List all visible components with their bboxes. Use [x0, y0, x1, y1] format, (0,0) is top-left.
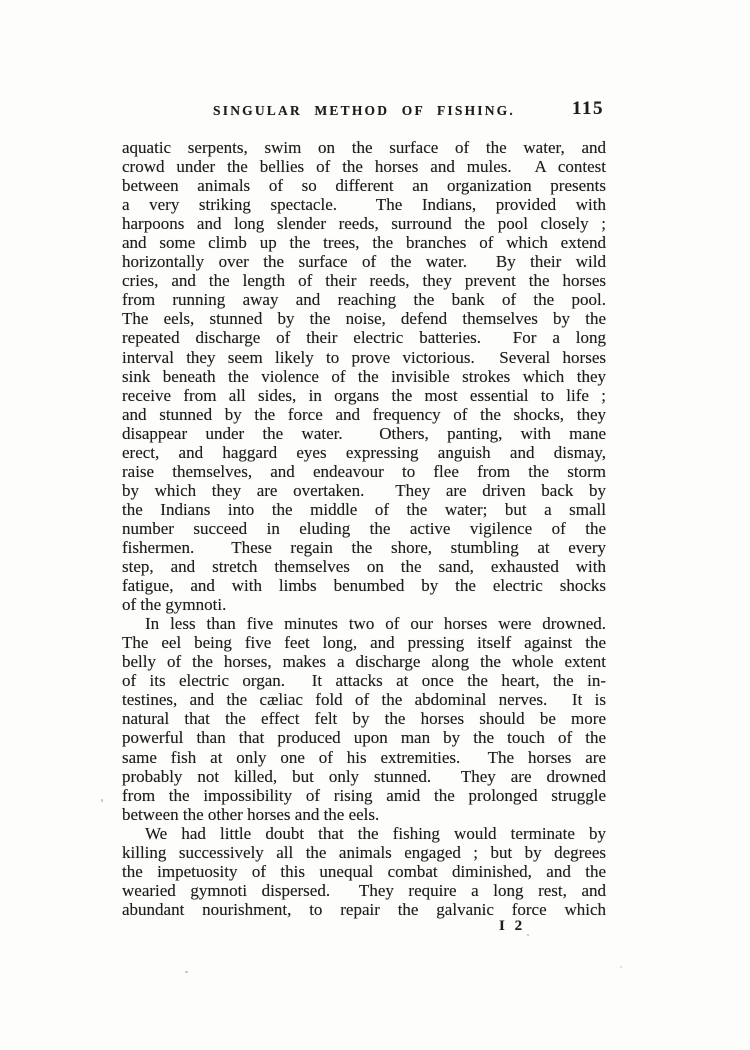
text-line: interval they seem likely to prove victorious. Several horses [122, 347, 606, 367]
scan-speck [620, 966, 622, 968]
text-line: powerful than that produced upon man by the touch of the [122, 728, 606, 748]
text-line: the Indians into the middle of the water; but a small [122, 499, 606, 519]
text-line: repeated discharge of their electric batteries. For a long [122, 328, 606, 348]
text-line: sink beneath the violence of the invisible strokes which they [122, 366, 606, 386]
scan-speck [527, 934, 529, 936]
text-line: probably not killed, but only stunned. They are drowned [122, 766, 606, 786]
text-line: from running away and reaching the bank of the pool. [122, 290, 606, 310]
running-head [122, 98, 606, 123]
text-line: abundant nourishment, to repair the galvanic force which [122, 899, 606, 919]
text-line: In less than five minutes two of our horses were drowned. [145, 614, 606, 634]
page-number: 115 [572, 98, 604, 119]
text-line: by which they are overtaken. They are driven back by [122, 480, 606, 500]
text-line: a very striking spectacle. The Indians, provided with [122, 195, 606, 215]
text-line: fatigue, and with limbs benumbed by the electric shocks [122, 576, 606, 596]
running-head-title: SINGULAR METHOD OF FISHING. [213, 103, 515, 118]
text-line: crowd under the bellies of the horses and mules. A contest [122, 157, 606, 177]
text-line: of its electric organ. It attacks at once the heart, the in- [122, 671, 606, 691]
text-line: between animals of so different an organization presents [122, 176, 606, 196]
text-line: and some climb up the trees, the branches of which extend [122, 233, 606, 253]
text-line: wearied gymnoti dispersed. They require a long rest, and [122, 880, 606, 900]
scan-speck [185, 971, 188, 973]
text-line: of the gymnoti. [122, 595, 227, 615]
text-line: We had little doubt that the fishing would terminate by [145, 823, 606, 843]
text-line: same fish at only one of his extremities. The horses are [122, 747, 606, 767]
text-line: testines, and the cæliac fold of the abdominal nerves. It is [122, 690, 606, 710]
text-line: erect, and haggard eyes expressing anguish and dismay, [122, 442, 606, 462]
text-line: the impetuosity of this unequal combat diminished, and the [122, 861, 606, 881]
text-line: number succeed in eluding the active vigilence of the [122, 518, 606, 538]
text-line: The eels, stunned by the noise, defend themselves by the [122, 309, 606, 329]
text-line: fishermen. These regain the shore, stumbling at every [122, 537, 606, 557]
text-line: natural that the effect felt by the horses should be more [122, 709, 606, 729]
body-text [122, 138, 606, 919]
text-line: belly of the horses, makes a discharge along the whole extent [122, 652, 606, 672]
text-line: cries, and the length of their reeds, they prevent the horses [122, 271, 606, 291]
text-line: step, and stretch themselves on the sand, exhausted with [122, 557, 606, 577]
text-line: disappear under the water. Others, panting, with mane [122, 423, 606, 443]
text-line: horizontally over the surface of the water. By their wild [122, 252, 606, 272]
text-line: and stunned by the force and frequency of the shocks, they [122, 404, 606, 424]
text-line: raise themselves, and endeavour to flee from the storm [122, 461, 606, 481]
text-line: killing successively all the animals engaged ; but by degrees [122, 842, 606, 862]
text-line: harpoons and long slender reeds, surround the pool closely ; [122, 214, 606, 234]
text-line: aquatic serpents, swim on the surface of the water, and [122, 138, 606, 157]
text-line: between the other horses and the eels. [122, 804, 380, 824]
signature-mark: I 2 [499, 918, 526, 934]
text-line: The eel being five feet long, and pressing itself against the [122, 633, 606, 653]
text-line: receive from all sides, in organs the most essential to life ; [122, 385, 606, 405]
scan-speck [101, 799, 103, 802]
text-line: from the impossibility of rising amid the prolonged struggle [122, 785, 606, 805]
